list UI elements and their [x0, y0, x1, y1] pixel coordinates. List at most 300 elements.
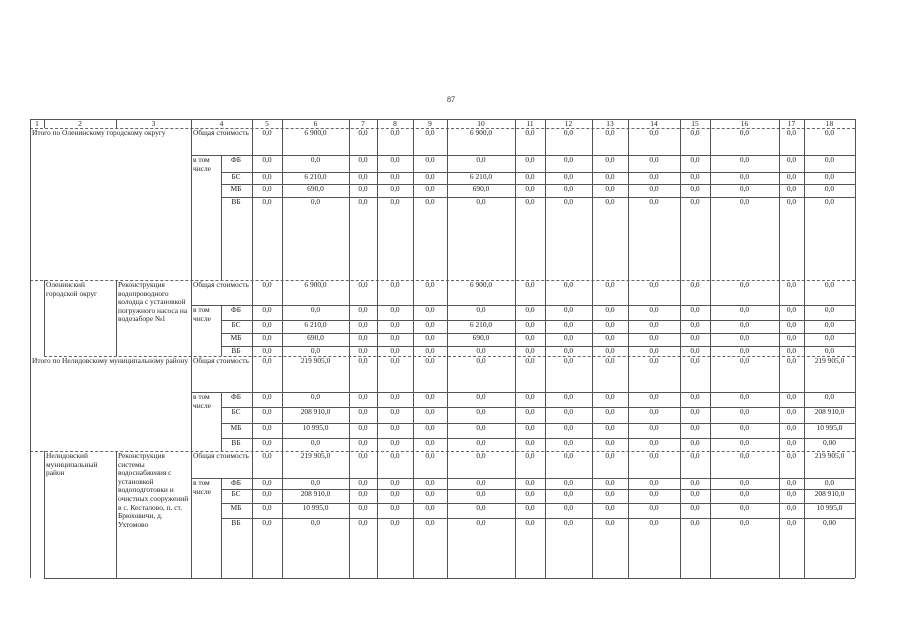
column-number-header: 2 [78, 119, 82, 128]
value-cell: 690,0 [472, 185, 490, 193]
value-cell: 0,0 [563, 334, 574, 342]
funding-source-code: ВБ [231, 198, 241, 206]
value-cell: 0,0 [358, 306, 368, 314]
value-cell: 6 210,0 [469, 321, 493, 329]
value-cell: 0,0 [310, 439, 321, 447]
column-number-header: 9 [428, 119, 432, 128]
value-cell: 0,0 [425, 173, 435, 181]
column-divider [349, 356, 350, 451]
value-cell: 6 900,0 [304, 281, 327, 289]
column-number-header: 11 [526, 119, 534, 128]
value-cell: 0,0 [690, 129, 700, 137]
value-cell: 0,0 [605, 129, 615, 137]
value-cell: 0,0 [690, 490, 700, 498]
value-cell: 0,0 [786, 519, 797, 527]
column-divider [855, 280, 856, 356]
column-divider [282, 119, 283, 128]
value-cell: 0,0 [358, 357, 368, 365]
column-divider [30, 119, 31, 128]
column-divider [191, 128, 192, 280]
column-divider [221, 155, 222, 280]
value-cell: 0,0 [649, 198, 659, 206]
value-cell: 0,0 [358, 439, 368, 447]
value-cell: 690,0 [307, 185, 324, 193]
value-cell: 0,0 [425, 198, 435, 206]
value-cell: 0,0 [358, 173, 368, 181]
funding-source-code: ФБ [230, 156, 242, 164]
value-cell: 0,0 [425, 408, 435, 416]
column-divider [779, 356, 780, 451]
value-cell: 0,0 [649, 156, 659, 164]
funding-row-divider [221, 423, 855, 424]
value-cell: 0,0 [649, 408, 659, 416]
value-cell: 0,0 [649, 334, 659, 342]
value-cell: 0,0 [525, 156, 535, 164]
column-divider [680, 128, 681, 280]
value-cell: 208 910,0 [814, 490, 845, 498]
value-cell: 0,0 [824, 198, 835, 206]
funding-source-code: БС [231, 321, 241, 329]
column-divider [447, 356, 448, 451]
table-left-border [30, 451, 31, 578]
value-cell: 0,0 [425, 504, 435, 512]
value-cell: 0,0 [786, 357, 797, 365]
value-cell: 0,0 [563, 321, 574, 329]
funding-row-divider [221, 518, 855, 519]
value-cell: 0,0 [358, 479, 368, 487]
funding-row-divider [221, 184, 855, 185]
value-cell: 690,0 [472, 334, 490, 342]
value-cell: 0,0 [690, 479, 700, 487]
value-cell: 0,0 [605, 156, 615, 164]
column-number-header: 8 [393, 119, 397, 128]
column-divider [545, 451, 546, 578]
value-cell: 0,0 [649, 439, 659, 447]
value-cell: 0,0 [739, 393, 750, 401]
column-number-header: 14 [650, 119, 658, 128]
value-cell: 0,0 [605, 408, 615, 416]
value-cell: 0,0 [605, 490, 615, 498]
column-divider [282, 280, 283, 356]
value-cell: 0,0 [563, 129, 574, 137]
column-divider [377, 119, 378, 128]
value-cell: 0,0 [824, 334, 835, 342]
value-cell: 0,0 [786, 490, 797, 498]
column-divider [413, 280, 414, 356]
value-cell: 0,0 [824, 306, 835, 314]
value-cell: 0,0 [425, 357, 435, 365]
column-divider [349, 128, 350, 280]
column-divider [515, 280, 516, 356]
value-cell: 0,0 [739, 439, 750, 447]
value-cell: 0,0 [390, 479, 400, 487]
column-divider [680, 119, 681, 128]
total-row-divider [191, 478, 855, 479]
total-row-divider [191, 305, 855, 306]
including-label: в том числе [193, 306, 211, 323]
column-divider [545, 128, 546, 280]
value-cell: 0,0 [262, 504, 272, 512]
column-divider [447, 119, 448, 128]
value-cell: 208 910,0 [300, 408, 331, 416]
value-cell: 0,0 [786, 347, 797, 355]
column-divider [592, 451, 593, 578]
value-cell: 0,0 [425, 156, 435, 164]
total-cost-label: Общая стоимость [193, 129, 249, 137]
column-divider [282, 356, 283, 451]
value-cell: 0,0 [649, 424, 659, 432]
value-cell: 0,0 [310, 306, 321, 314]
value-cell: 0,0 [563, 393, 574, 401]
value-cell: 0,0 [525, 129, 535, 137]
column-number-header: 3 [151, 119, 156, 128]
value-cell: 0,0 [358, 424, 368, 432]
column-divider [191, 356, 192, 451]
column-divider [804, 451, 805, 578]
value-cell: 0,0 [425, 519, 435, 527]
value-cell: 10 995,0 [816, 424, 843, 432]
district-name: Оленинский городской округ [46, 281, 98, 298]
value-cell: 0,0 [605, 173, 615, 181]
value-cell: 0,0 [262, 281, 272, 289]
value-cell: 0,0 [262, 185, 272, 193]
value-cell: 0,0 [690, 439, 700, 447]
column-number-header: 1 [35, 119, 39, 128]
value-cell: 10 995,0 [816, 504, 843, 512]
column-divider [221, 392, 222, 451]
value-cell: 6 210,0 [304, 321, 327, 329]
value-cell: 0,0 [690, 393, 700, 401]
value-cell: 0,0 [525, 347, 535, 355]
column-divider [252, 451, 253, 578]
funding-row-divider [221, 407, 855, 408]
value-cell: 0,0 [605, 198, 615, 206]
column-divider [628, 451, 629, 578]
value-cell: 0,0 [525, 490, 535, 498]
value-cell: 0,0 [690, 306, 700, 314]
district-name: Нелидовский муниципальный район [46, 452, 98, 478]
funding-source-code: БС [231, 408, 241, 416]
funding-source-code: ФБ [230, 393, 242, 401]
value-cell: 0,0 [786, 306, 797, 314]
value-cell: 0,0 [358, 504, 368, 512]
section-bottom-border [44, 578, 855, 579]
value-cell: 0,0 [390, 408, 400, 416]
funding-row-divider [221, 172, 855, 173]
including-label: в том числе [193, 479, 211, 496]
column-divider [628, 280, 629, 356]
value-cell: 0,0 [605, 281, 615, 289]
value-cell: 0,0 [425, 185, 435, 193]
value-cell: 0,0 [525, 519, 535, 527]
column-divider [515, 451, 516, 578]
value-cell: 0,0 [739, 185, 750, 193]
column-divider [515, 119, 516, 128]
value-cell: 6 900,0 [469, 281, 493, 289]
value-cell: 0,0 [739, 129, 750, 137]
value-cell: 0,0 [390, 129, 400, 137]
value-cell: 0,0 [476, 347, 486, 355]
column-divider [349, 280, 350, 356]
funding-row-divider [221, 320, 855, 321]
value-cell: 0,0 [690, 334, 700, 342]
value-cell: 0,0 [563, 439, 574, 447]
value-cell: 0,0 [649, 357, 659, 365]
value-cell: 0,0 [390, 306, 400, 314]
value-cell: 0,0 [425, 452, 435, 460]
value-cell: 0,0 [425, 321, 435, 329]
value-cell: 0,0 [649, 321, 659, 329]
column-divider [592, 356, 593, 451]
value-cell: 0,0 [649, 173, 659, 181]
value-cell: 0,0 [690, 156, 700, 164]
value-cell: 0,0 [390, 347, 400, 355]
column-divider [779, 280, 780, 356]
funding-row-divider [221, 333, 855, 334]
value-cell: 0,0 [786, 504, 797, 512]
section-title: Итого по Нелидовскому муниципальному району [32, 357, 189, 365]
value-cell: 0,0 [476, 198, 486, 206]
value-cell: 0,0 [605, 185, 615, 193]
funding-source-code: БС [231, 490, 241, 498]
value-cell: 0,0 [563, 479, 574, 487]
value-cell: 0,0 [262, 173, 272, 181]
column-divider [191, 280, 192, 356]
value-cell: 0,0 [425, 490, 435, 498]
value-cell: 0,0 [425, 424, 435, 432]
value-cell: 0,0 [739, 424, 750, 432]
value-cell: 0,0 [358, 490, 368, 498]
value-cell: 0,0 [358, 281, 368, 289]
value-cell: 219 905,0 [300, 357, 331, 365]
value-cell: 0,0 [786, 156, 797, 164]
value-cell: 0,0 [390, 156, 400, 164]
column-divider [252, 119, 253, 128]
value-cell: 0,0 [310, 479, 321, 487]
value-cell: 0,0 [390, 281, 400, 289]
value-cell: 0,0 [563, 306, 574, 314]
value-cell: 0,0 [476, 156, 486, 164]
value-cell: 0,0 [390, 452, 400, 460]
including-label: в том числе [193, 393, 211, 410]
value-cell: 0,0 [262, 198, 272, 206]
value-cell: 0,0 [390, 519, 400, 527]
column-divider [545, 280, 546, 356]
column-divider [680, 356, 681, 451]
value-cell: 0,0 [605, 424, 615, 432]
column-number-header: 17 [787, 119, 796, 128]
value-cell: 0,0 [649, 347, 659, 355]
column-divider [413, 128, 414, 280]
value-cell: 0,0 [476, 357, 486, 365]
value-cell: 0,0 [525, 198, 535, 206]
value-cell: 6 900,0 [304, 129, 327, 137]
value-cell: 0,0 [563, 408, 574, 416]
column-divider [44, 451, 45, 578]
column-number-header: 13 [606, 119, 614, 128]
column-divider [804, 280, 805, 356]
value-cell: 0,0 [390, 321, 400, 329]
value-cell: 0,0 [786, 424, 797, 432]
column-divider [592, 128, 593, 280]
column-number-header: 10 [477, 119, 485, 128]
column-divider [191, 119, 192, 128]
value-cell: 0,0 [786, 439, 797, 447]
value-cell: 0,0 [262, 452, 272, 460]
column-divider [855, 356, 856, 451]
value-cell: 0,0 [786, 408, 797, 416]
funding-source-code: ВБ [231, 347, 241, 355]
value-cell: 0,0 [358, 452, 368, 460]
value-cell: 0,0 [310, 519, 321, 527]
funding-row-divider [221, 346, 855, 347]
value-cell: 0,0 [525, 281, 535, 289]
value-cell: 0,0 [476, 490, 486, 498]
value-cell: 0,0 [390, 424, 400, 432]
value-cell: 0,0 [358, 129, 368, 137]
value-cell: 0,0 [690, 347, 700, 355]
value-cell: 0,0 [358, 156, 368, 164]
value-cell: 0,0 [390, 393, 400, 401]
column-divider [252, 356, 253, 451]
value-cell: 0,0 [563, 504, 574, 512]
value-cell: 0,0 [824, 129, 835, 137]
value-cell: 0,0 [390, 173, 400, 181]
value-cell: 0,0 [390, 439, 400, 447]
value-cell: 0,0 [525, 357, 535, 365]
value-cell: 0,0 [563, 198, 574, 206]
value-cell: 0,0 [390, 357, 400, 365]
value-cell: 0,0 [649, 306, 659, 314]
value-cell: 0,0 [425, 281, 435, 289]
value-cell: 0,0 [425, 479, 435, 487]
value-cell: 0,0 [310, 347, 321, 355]
value-cell: 0,0 [358, 519, 368, 527]
value-cell: 0,0 [649, 281, 659, 289]
column-divider [413, 451, 414, 578]
value-cell: 0,0 [563, 347, 574, 355]
value-cell: 0,0 [262, 357, 272, 365]
value-cell: 0,0 [690, 452, 700, 460]
value-cell: 0,0 [390, 490, 400, 498]
value-cell: 0,0 [358, 393, 368, 401]
value-cell: 0,0 [649, 479, 659, 487]
value-cell: 0,0 [390, 185, 400, 193]
value-cell: 0,0 [739, 173, 750, 181]
funding-source-code: МБ [230, 185, 242, 193]
column-divider [779, 451, 780, 578]
value-cell: 6 900,0 [469, 129, 493, 137]
column-divider [44, 119, 45, 128]
value-cell: 219 905,0 [814, 452, 845, 460]
value-cell: 0,0 [739, 198, 750, 206]
value-cell: 0,0 [390, 504, 400, 512]
value-cell: 0,0 [563, 490, 574, 498]
column-divider [349, 119, 350, 128]
funding-source-code: МБ [230, 504, 242, 512]
value-cell: 0,0 [605, 306, 615, 314]
total-cost-label: Общая стоимость [193, 281, 249, 289]
column-divider [116, 119, 117, 128]
value-cell: 0,0 [476, 408, 486, 416]
value-cell: 0,0 [262, 479, 272, 487]
value-cell: 0,0 [649, 129, 659, 137]
value-cell: 0,0 [605, 479, 615, 487]
value-cell: 0,0 [690, 504, 700, 512]
column-divider [710, 119, 711, 128]
column-divider [804, 119, 805, 128]
value-cell: 0,0 [824, 156, 835, 164]
value-cell: 0,0 [739, 490, 750, 498]
column-divider [545, 119, 546, 128]
column-number-header: 16 [740, 119, 749, 128]
value-cell: 0,0 [310, 198, 321, 206]
value-cell: 0,0 [425, 393, 435, 401]
column-divider [221, 305, 222, 356]
value-cell: 0,0 [563, 156, 574, 164]
column-divider [855, 451, 856, 578]
value-cell: 0,0 [786, 198, 797, 206]
value-cell: 0,0 [262, 490, 272, 498]
value-cell: 0,0 [739, 408, 750, 416]
column-divider [710, 451, 711, 578]
table-left-border [30, 356, 31, 451]
value-cell: 0,0 [525, 393, 535, 401]
value-cell: 0,0 [824, 393, 835, 401]
column-divider [804, 356, 805, 451]
value-cell: 0,0 [690, 281, 700, 289]
value-cell: 0,0 [525, 408, 535, 416]
value-cell: 0,0 [739, 452, 750, 460]
value-cell: 219 905,0 [814, 357, 845, 365]
column-number-header: 12 [564, 119, 573, 128]
column-divider [680, 451, 681, 578]
value-cell: 0,0 [476, 452, 486, 460]
value-cell: 0,0 [525, 321, 535, 329]
value-cell: 0,0 [739, 334, 750, 342]
column-number-header: 15 [691, 119, 699, 128]
column-divider [377, 451, 378, 578]
column-divider [710, 128, 711, 280]
value-cell: 0,0 [525, 173, 535, 181]
value-cell: 0,0 [525, 334, 535, 342]
column-number-header: 4 [219, 119, 224, 128]
value-cell: 0,0 [358, 347, 368, 355]
value-cell: 0,0 [262, 321, 272, 329]
value-cell: 219 905,0 [300, 452, 331, 460]
value-cell: 0,0 [605, 439, 615, 447]
funding-row-divider [221, 197, 855, 198]
value-cell: 0,0 [476, 424, 486, 432]
value-cell: 0,0 [525, 479, 535, 487]
value-cell: 0,0 [358, 321, 368, 329]
value-cell: 0,0 [649, 452, 659, 460]
column-divider [710, 280, 711, 356]
value-cell: 0,0 [525, 452, 535, 460]
value-cell: 0,0 [690, 198, 700, 206]
column-divider [545, 356, 546, 451]
value-cell: 0,0 [786, 321, 797, 329]
value-cell: 0,0 [739, 347, 750, 355]
column-divider [221, 478, 222, 578]
column-divider [628, 356, 629, 451]
value-cell: 0,0 [262, 519, 272, 527]
value-cell: 0,0 [824, 281, 835, 289]
value-cell: 0,0 [563, 452, 574, 460]
value-cell: 0,0 [425, 306, 435, 314]
value-cell: 0,0 [649, 490, 659, 498]
value-cell: 0,0 [786, 281, 797, 289]
